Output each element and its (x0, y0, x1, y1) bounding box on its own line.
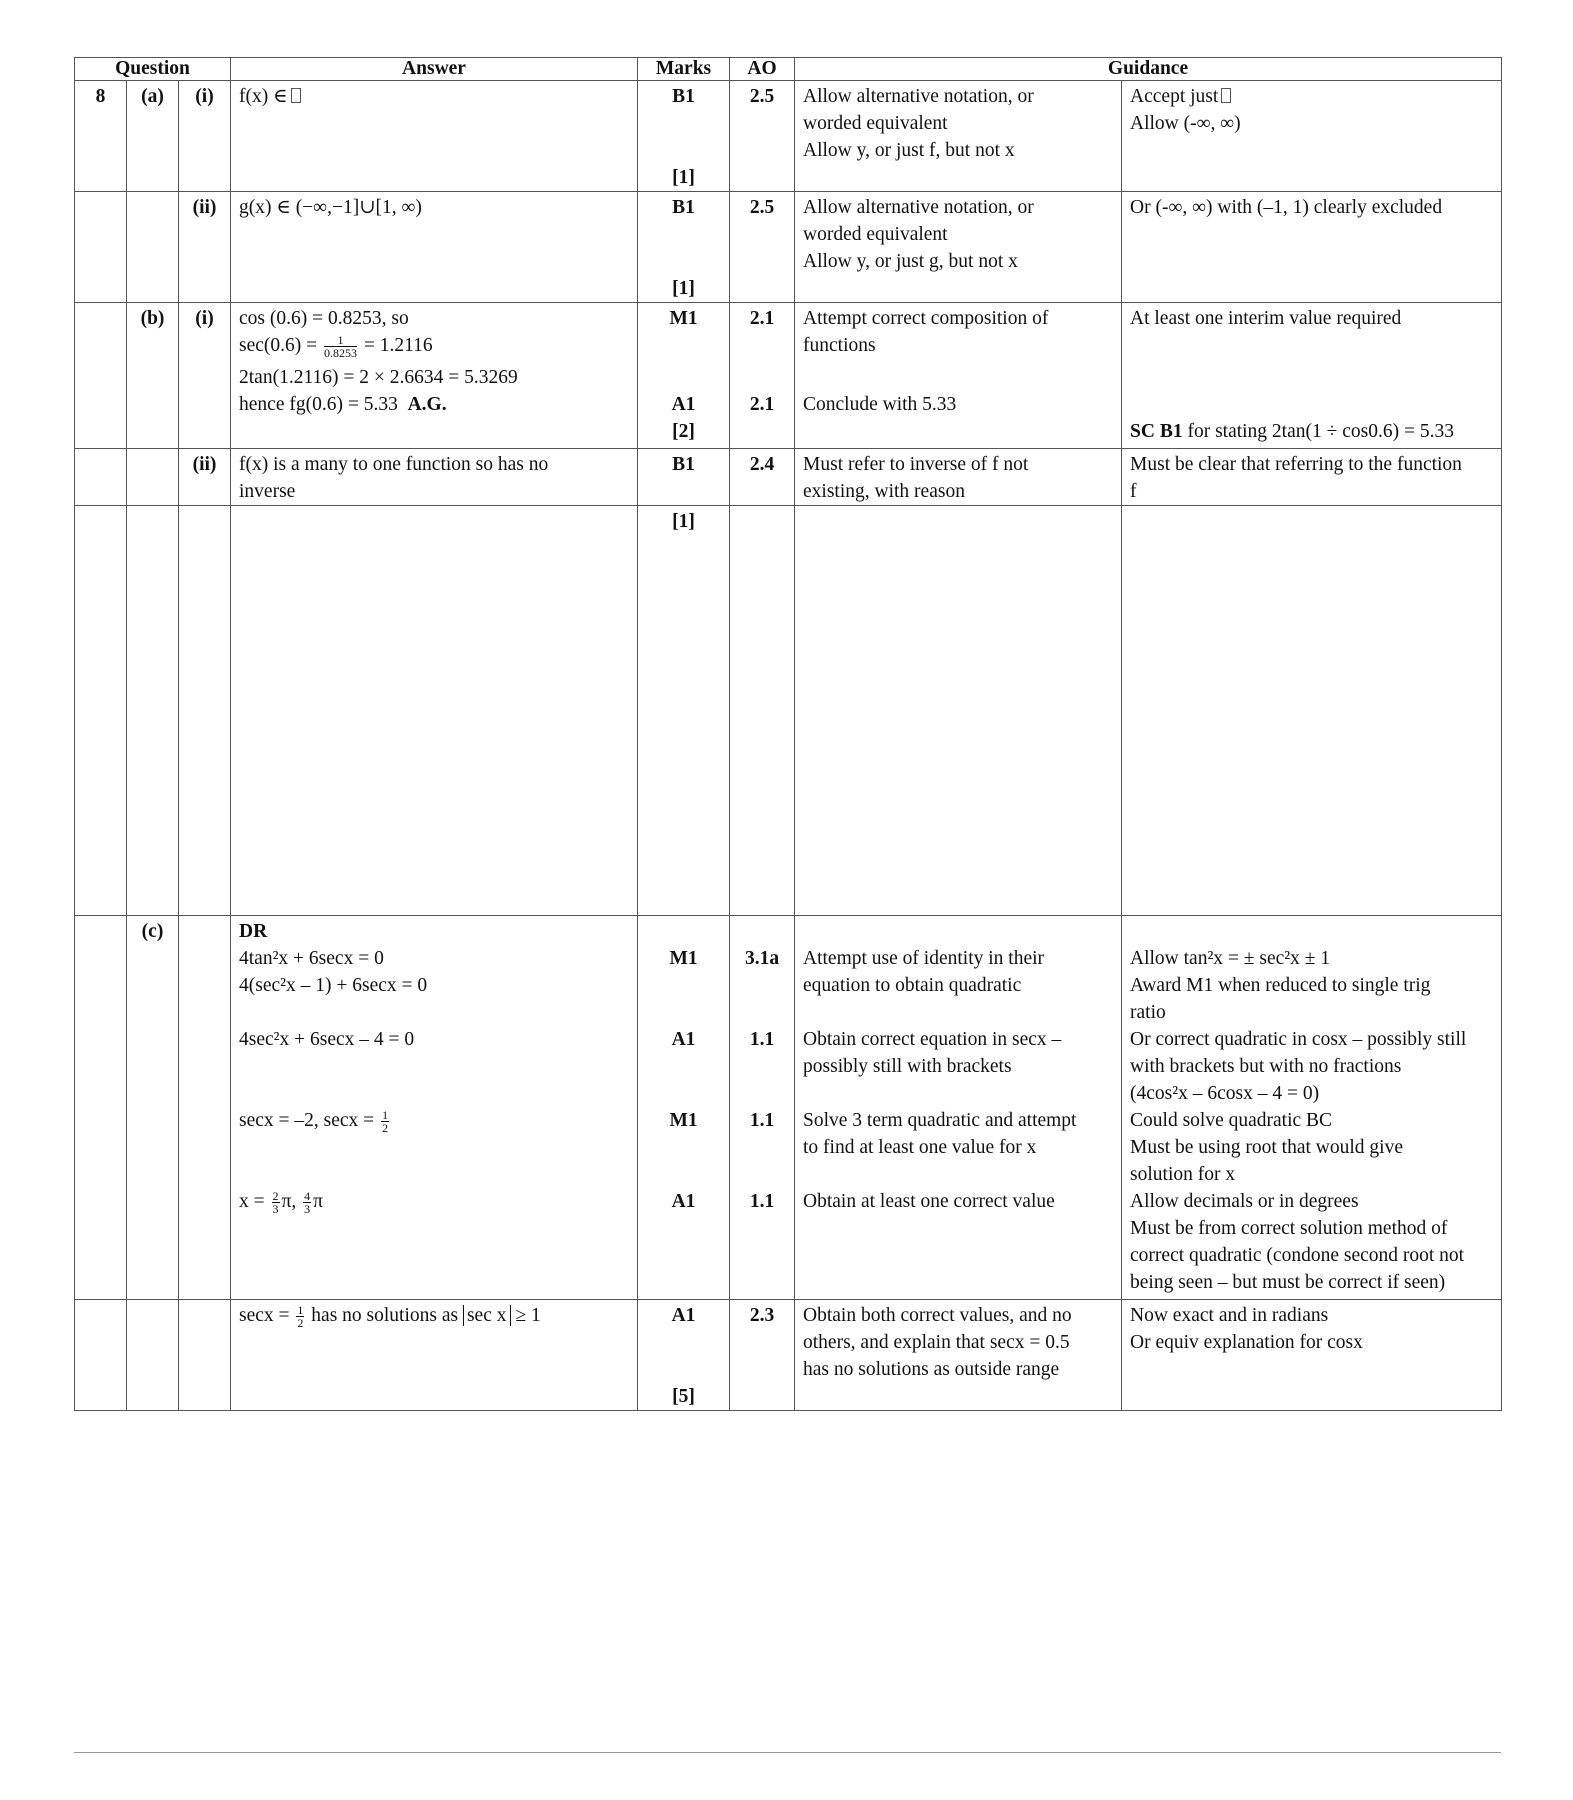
mark-total: [2] (672, 421, 695, 442)
guidance-cell-2: Allow tan²x = ± sec²x ± 1 Award M1 when reduced to single trig ratio Or correct quadratic in cosx – possibly still with brackets but with no fractions (4cos²x – 6cosx – 4 = 0) Could solve quadratic BC Must be using root that would give solution for x Allow decimals or in degrees Must be from correct solution method of correct quadratic (condone second root not being seen – but must be correct if seen) (1122, 916, 1502, 1300)
question-subpart: (ii) (179, 449, 231, 506)
fraction: $\frac{1}{2}$ (297, 1303, 304, 1331)
fraction: $\frac{1}{2}$ (382, 1108, 389, 1136)
question-part: (c) (127, 916, 179, 1300)
marks-cell (638, 1300, 730, 1411)
table-row-8b-ii (75, 449, 1502, 506)
guidance-cell-2: Or (-∞, ∞) with (–1, 1) clearly excluded (1122, 192, 1502, 303)
answer-text: f(x) ∈ (239, 86, 288, 107)
header-row (75, 58, 1502, 81)
answer-cell (231, 81, 638, 192)
ao-cell: 2.4 (730, 449, 795, 506)
table-row-8a-i (75, 81, 1502, 192)
special-case-label: SC B1 (1130, 421, 1183, 442)
mark-total: [1] (638, 506, 730, 916)
marks-cell (638, 81, 730, 192)
answer-cell: cos (0.6) = 0.8253, so sec(0.6) = $\frac{1}{0.8253}$ = 1.2116 2tan(1.2116) = 2 × 2.6634 = 5.3269 hence fg(0.6) = 5.33 A.G. (231, 303, 638, 449)
answer-cell (231, 192, 638, 303)
answer-cell: DR 4tan²x + 6secx = 0 4(sec²x – 1) + 6secx = 0 4sec²x + 6secx – 4 = 0 secx = –2, secx = $\frac{1}{2}$ x = $\frac{2}{3}$ π, $\frac{4}{3}$ π (231, 916, 638, 1300)
question-part: (b) (127, 303, 179, 449)
real-numbers-symbol-icon (1221, 88, 1231, 103)
mark-scheme-table (74, 57, 1502, 1411)
marks-cell: B1 (638, 449, 730, 506)
mark-total: [1] (672, 278, 695, 299)
answer-cell: f(x) is a many to one function so has no inverse (231, 449, 638, 506)
question-subpart: (i) (179, 303, 231, 449)
guidance-cell-1: Must refer to inverse of f not existing, with reason (795, 449, 1122, 506)
real-numbers-symbol-icon (291, 88, 301, 103)
guidance-cell-2: Accept just Allow (-∞, ∞) (1122, 81, 1502, 192)
question-part: (a) (127, 81, 179, 192)
fraction: $\frac{1}{0.8253}$ (324, 333, 358, 361)
mark-code: A1 (671, 1191, 696, 1212)
ao-cell: 2.5 (730, 81, 795, 192)
guidance-cell-2: Now exact and in radians Or equiv explanation for cosx (1122, 1300, 1502, 1411)
question-subpart: (ii) (179, 192, 231, 303)
mark-code: M1 (669, 1110, 698, 1131)
header-ao: AO (730, 58, 795, 81)
mark-code: A1 (671, 394, 696, 415)
guidance-cell-1: Allow alternative notation, or worded equivalent Allow y, or just f, but not x (795, 81, 1122, 192)
ao-cell: 3.1a 1.1 1.1 1.1 (730, 916, 795, 1300)
table-row-8c-final (75, 1300, 1502, 1411)
guidance-cell-1: Attempt correct composition of functions Conclude with 5.33 (795, 303, 1122, 449)
marks-cell (638, 916, 730, 1300)
guidance-cell-2: At least one interim value required SC B1 for stating 2tan(1 ÷ cos0.6) = 5.33 (1122, 303, 1502, 449)
table-row-8c (75, 916, 1502, 1300)
mark-code: M1 (669, 948, 698, 969)
table-row-spacer (75, 506, 1502, 916)
mark-total: [5] (672, 1386, 695, 1407)
marks-cell (638, 192, 730, 303)
answer-cell: secx = $\frac{1}{2}$ has no solutions as sec x ≥ 1 (231, 1300, 638, 1411)
header-marks: Marks (638, 58, 730, 81)
header-answer: Answer (231, 58, 638, 81)
guidance-cell-1: Allow alternative notation, or worded equivalent Allow y, or just g, but not x (795, 192, 1122, 303)
header-guidance: Guidance (795, 58, 1502, 81)
table-row-8b-i (75, 303, 1502, 449)
marks-cell (638, 303, 730, 449)
guidance-cell-2: Must be clear that referring to the function f (1122, 449, 1502, 506)
answer-given-label: A.G. (407, 394, 447, 415)
question-subpart: (i) (179, 81, 231, 192)
absolute-value: sec x (463, 1305, 511, 1326)
fraction: $\frac{2}{3}$ (272, 1189, 279, 1217)
ao-cell: 2.5 (730, 192, 795, 303)
table-row-8a-ii (75, 192, 1502, 303)
ao-cell: 2.3 (730, 1300, 795, 1411)
dr-label: DR (239, 921, 268, 942)
mark-code: M1 (669, 308, 698, 329)
ao-cell: 2.1 2.1 (730, 303, 795, 449)
fraction: $\frac{4}{3}$ (304, 1189, 311, 1217)
mark-total: [1] (672, 167, 695, 188)
mark-code: B1 (672, 86, 695, 107)
question-number: 8 (75, 81, 127, 192)
mark-scheme-sheet (74, 57, 1501, 1411)
mark-code: A1 (671, 1029, 696, 1050)
footer-rule (74, 1752, 1501, 1753)
answer-text: g(x) ∈ (−∞,−1]∪[1, ∞) (239, 197, 422, 218)
guidance-cell-1: Attempt use of identity in their equation to obtain quadratic Obtain correct equation in secx – possibly still with brackets Solve 3 term quadratic and attempt to find at least one value for x Obtain at least one correct value (795, 916, 1122, 1300)
header-question: Question (75, 58, 231, 81)
mark-code: A1 (671, 1305, 696, 1326)
guidance-cell-1: Obtain both correct values, and no others, and explain that secx = 0.5 has no solutions as outside range (795, 1300, 1122, 1411)
mark-code: B1 (672, 197, 695, 218)
